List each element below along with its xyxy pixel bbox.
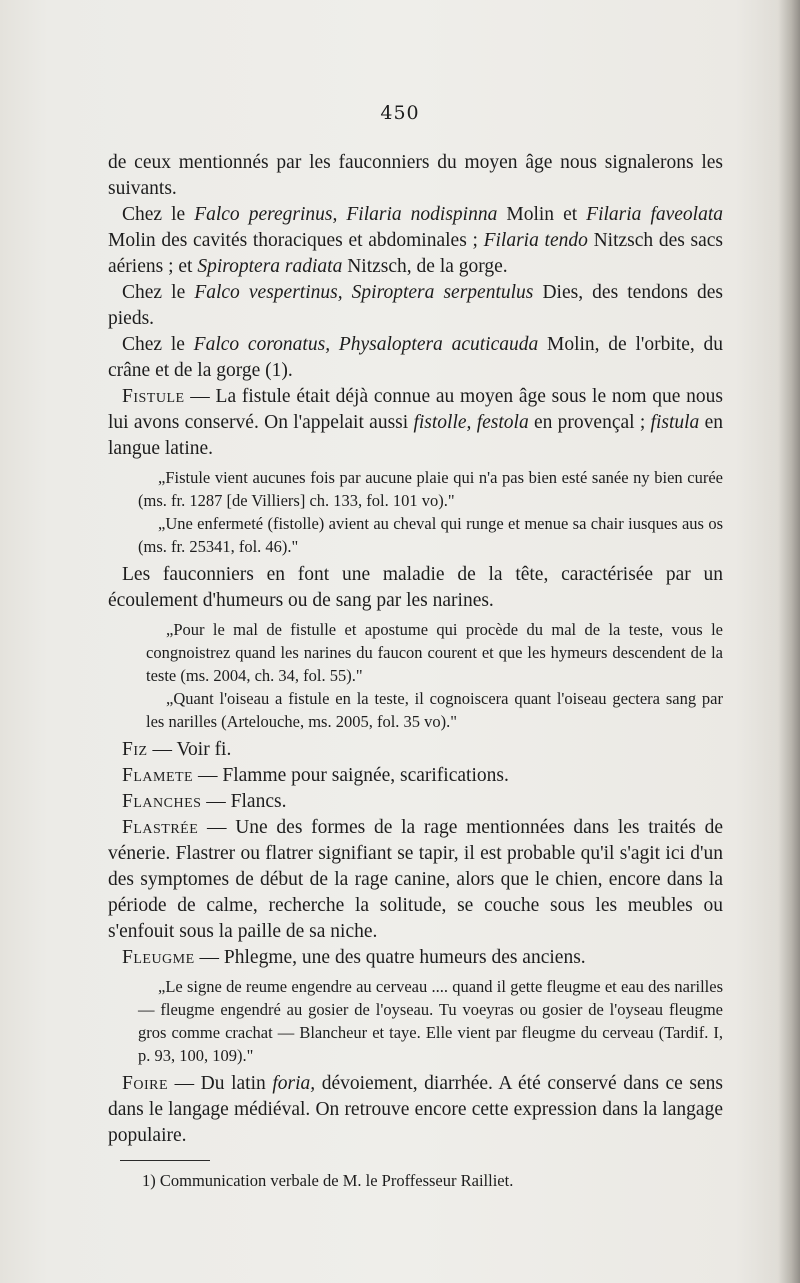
paragraph-falco-vespertinus: Chez le Falco vespertinus, Spiroptera serpentulus Dies, des tendons des pieds. [108,282,723,329]
body-text [108,150,723,1149]
species-name: Falco coronatus, Physaloptera acuticauda [193,334,539,355]
page-number: 450 [380,102,420,124]
entry-term: Fiz [122,739,148,760]
species-name: Falco peregrinus, Filaria nodispinna [194,204,498,225]
entry-flastree: Flastrée — Une des formes de la rage mentionnées dans les traités de vénerie. Flastrer ou flatrer signifiant se tapir, il est probable qu'il s'agit ici d'un des symptomes de début de la rage canine, alors que le chien, encore dans la période de calme, recherche la solitude, se couche sous les meubles ou s'enfouit sous la paille de sa niche. [108,817,723,942]
paragraph-intro: de ceux mentionnés par les fauconniers du moyen âge nous signalerons les suivants. [108,152,723,199]
quotation-fistulle [108,618,723,733]
entry-term: Fleugme [122,947,195,968]
entry-term: Flanches [122,791,202,812]
quotation-fistule [108,466,723,558]
quote-line: „Quant l'oiseau a fistule en la teste, il cognoiscera quant l'oiseau gectera sang par les narilles (Artelouche, ms. 2005, fol. 35 vo)." [146,689,723,731]
quotation-fleugme [108,975,723,1067]
species-name: Filaria faveolata [586,204,724,225]
entry-foire: Foire — Du latin foria, dévoiement, diarrhée. A été conservé dans ce sens dans le langage médiéval. On retrouve encore cette expression dans la langage populaire. [108,1073,723,1146]
paragraph-falco-coronatus: Chez le Falco coronatus, Physaloptera acuticauda Molin, de l'orbite, du crâne et de la gorge (1). [108,334,724,381]
entry-term: Flastrée [122,817,199,838]
entry-flanches: Flanches — Flancs. [122,791,287,812]
footnote-rule [120,1160,210,1161]
paragraph-falco-peregrinus: Chez le Falco peregrinus, Filaria nodispinna Molin et Filaria faveolata Molin des cavités thoraciques et abdominales ; Filaria tendo Nitzsch des sacs aériens ; et Spiroptera radiata Nitzsch, de la gorge. [108,204,724,277]
entry-fiz: Fiz — Voir fi. [122,739,232,760]
quote-line: „Le signe de reume engendre au cerveau .... quand il gette fleugme et eau des narilles — fleugme engendré au gosier de l'oyseau. Tu voeyras ou gosier de l'oyseau fleugme gros comme crachat — Blancheur et taye. Elle vient par fleugme du cerveau (Tardif. I, p. 93, 100, 109)." [138,977,723,1065]
entry-term: Foire [122,1073,169,1094]
entry-flamete: Flamete — Flamme pour saignée, scarifications. [122,765,509,786]
entry-fleugme: Fleugme — Phlegme, une des quatre humeurs des anciens. [122,947,586,968]
entry-fistule: Fistule — La fistule était déjà connue au moyen âge sous le nom que nous lui avons conservé. On l'appelait aussi fistolle, festola en provençal ; fistula en langue latine. [108,386,724,459]
quote-line: „Une enfermeté (fistolle) avient au cheval qui runge et menue sa chair iusques aus os (ms. fr. 25341, fol. 46)." [138,514,723,556]
paragraph-fauconniers: Les fauconniers en font une maladie de la tête, caractérisée par un écoulement d'humeurs ou de sang par les narines. [108,564,723,611]
quote-line: „Pour le mal de fistulle et apostume qui procède du mal de la teste, vous le congnoistrez quand les narines du faucon courent et que les hymeurs descendent de la teste (ms. 2004, ch. 34, fol. 55)." [146,620,723,685]
species-name: Filaria tendo [483,230,588,251]
footnote: 1) Communication verbale de M. le Proffesseur Railliet. [142,1171,514,1190]
quote-line: „Fistule vient aucunes fois par aucune plaie qui n'a pas bien esté sanée ny bien curée (ms. fr. 1287 [de Villiers] ch. 133, fol. 101 vo)." [138,468,723,510]
species-name: Falco vespertinus, Spiroptera serpentulus [194,282,534,303]
page-edge-shadow [778,0,800,1283]
entry-term: Fistule [122,386,185,407]
species-name: Spiroptera radiata [197,256,343,277]
entry-term: Flamete [122,765,194,786]
